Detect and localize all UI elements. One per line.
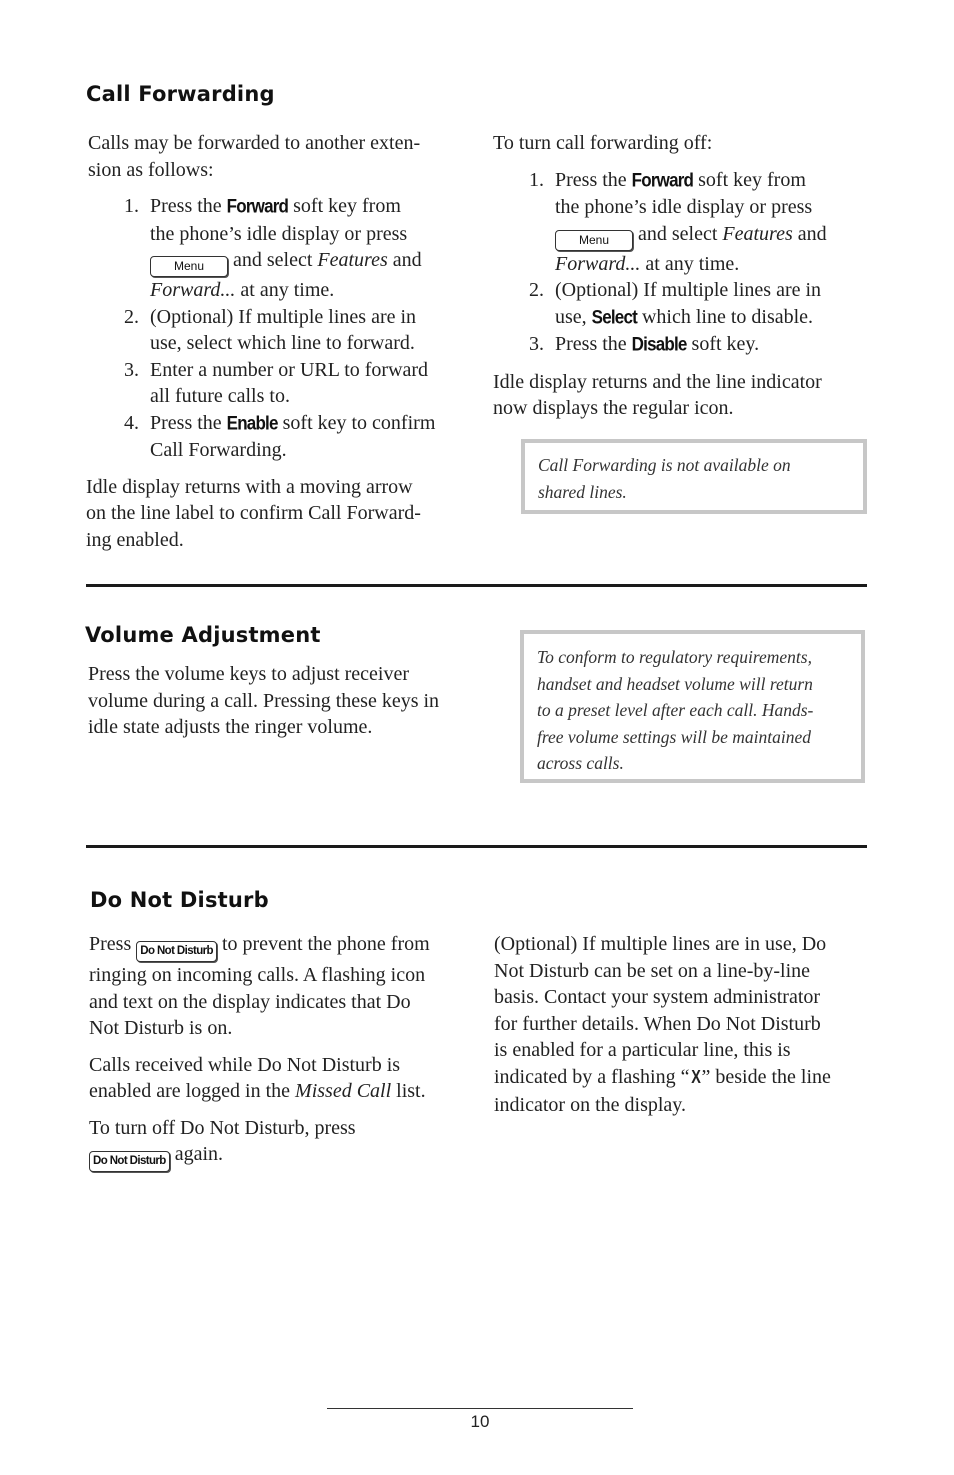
dnd-text: is enabled for a particular line, this is [494,1039,791,1061]
do-not-disturb-key-icon: Do Not Disturb [89,1151,170,1172]
step-text: the phone’s idle display or press [555,196,813,218]
step-text: Press the [150,195,222,217]
step-text: Press the [150,411,222,434]
forward-soft-key-label: Forward [631,169,694,191]
section-title-call-forwarding: Call Forwarding [86,82,275,106]
dnd-text: To turn off Do Not Disturb, press [89,1116,356,1139]
step-number: 2. [124,305,139,328]
step-text: soft key. [691,333,760,355]
intro-line-1: Calls may be forwarded to another exten- [88,132,421,154]
footer-divider [327,1408,633,1409]
step-text: Enter a number or URL to forward [150,358,429,381]
step-text: and select [638,222,718,245]
dnd-text: basis. Contact your system administrator [494,986,821,1008]
step-text: soft key from [293,195,401,217]
dnd-text: Calls received while Do Not Disturb is [89,1053,401,1076]
step-number: 1. [124,195,139,217]
list-item [493,277,873,331]
dnd-text: indicator on the display. [494,1094,686,1116]
list-item [88,357,478,410]
step-number: 2. [529,279,544,301]
step-text: at any time. [645,252,740,275]
outro-line: ing enabled. [86,528,184,551]
dnd-text: to prevent the phone from [221,933,430,955]
step-number: 3. [529,333,544,355]
step-number: 1. [529,168,544,191]
step-text: and select [233,249,313,271]
note-line: across calls. [537,753,624,773]
note-line: handset and headset volume will return [537,673,813,694]
disable-soft-key-label: Disable [631,333,687,356]
step-text: at any time. [240,279,335,301]
note-line: To conform to regulatory requirements, [537,647,812,667]
note-line: shared lines. [538,481,627,502]
step-text: and [797,222,827,245]
dnd-text: for further details. When Do Not Disturb [494,1012,821,1035]
note-line: Call Forwarding is not available on [538,455,791,475]
step-text: Press the [555,168,627,191]
list-item [88,193,478,304]
outro-paragraph [86,474,478,554]
list-item [88,304,478,357]
enable-soft-key-label: Enable [226,412,278,434]
dnd-paragraph-1 [89,931,479,1042]
turn-off-outro [493,369,873,422]
volume-line: idle state adjusts the ringer volume. [88,716,373,738]
dnd-right-column [494,931,874,1119]
dnd-text: indicated by a flashing “ [494,1065,690,1088]
volume-line: volume during a call. Pressing these keys in [88,689,440,712]
intro-line-2: sion as follows: [88,158,214,181]
do-not-disturb-key-icon: Do Not Disturb [136,941,217,962]
turn-off-steps-list [493,167,873,359]
volume-paragraph [88,661,488,741]
list-item [493,331,873,359]
dnd-text: Not Disturb can be set on a line-by-line [494,959,811,982]
section-title-volume-adjustment: Volume Adjustment [85,623,321,647]
forwarding-steps-list [88,193,478,464]
note-line: to a preset level after each call. Hands- [537,700,814,720]
dnd-paragraph-3 [89,1115,479,1173]
step-text: Press the [555,333,627,355]
step-text: use, select which line to forward. [150,332,415,354]
step-text: use, [555,305,587,328]
features-menu-item-text: Features [317,249,388,271]
forward-soft-key-label: Forward [226,195,289,218]
dnd-paragraph-2 [89,1052,479,1105]
step-text: Call Forwarding. [150,439,287,461]
dnd-text: list. [396,1080,426,1102]
step-text: (Optional) If multiple lines are in [555,279,822,301]
step-number: 3. [124,358,139,381]
outro-line: on the line label to confirm Call Forward- [86,502,421,524]
volume-note-box [520,630,865,783]
dnd-text: ringing on incoming calls. A flashing icon [89,964,426,986]
step-text: all future calls to. [150,385,290,407]
step-number: 4. [124,411,139,434]
volume-line: Press the volume keys to adjust receiver [88,663,410,685]
dnd-text: again. [174,1143,224,1165]
note-line: free volume settings will be maintained [537,726,811,747]
call-forwarding-right-column [493,130,873,432]
step-text: (Optional) If multiple lines are in [150,305,417,328]
page-number: 10 [470,1412,490,1431]
call-forwarding-left-column [88,130,478,563]
dnd-text: Press [89,933,132,955]
list-item [493,167,873,278]
forward-menu-item-text: Forward... [555,252,641,275]
step-text: soft key to confirm [282,411,436,434]
intro-paragraph [88,130,478,183]
dnd-text: enabled are logged in the [89,1080,291,1102]
dnd-text: Not Disturb is on. [89,1017,233,1039]
menu-key-icon: Menu [150,256,228,277]
flashing-x-icon: X [690,1066,701,1087]
dnd-text: ” beside the line [701,1065,831,1088]
section-divider [86,584,867,587]
list-item [88,410,478,464]
step-text: and [392,249,422,271]
step-text: the phone’s idle display or press [150,222,408,245]
step-text: which line to disable. [641,305,814,328]
section-divider [86,845,867,848]
outro-line: now displays the regular icon. [493,397,734,419]
features-menu-item-text: Features [722,222,793,245]
missed-call-list-name: Missed Call [295,1080,392,1102]
outro-line: Idle display returns with a moving arrow [86,475,413,498]
dnd-text: and text on the display indicates that Do [89,990,411,1013]
dnd-left-column [89,931,479,1182]
dnd-text: (Optional) If multiple lines are in use, Do [494,933,827,955]
forward-menu-item-text: Forward... [150,279,236,301]
call-forwarding-note-box [521,439,867,514]
section-title-do-not-disturb: Do Not Disturb [90,888,269,912]
turn-off-intro: To turn call forwarding off: [493,132,713,154]
select-soft-key-label: Select [591,306,637,328]
outro-line: Idle display returns and the line indicator [493,370,822,393]
menu-key-icon: Menu [555,230,633,251]
step-text: soft key from [698,168,806,191]
